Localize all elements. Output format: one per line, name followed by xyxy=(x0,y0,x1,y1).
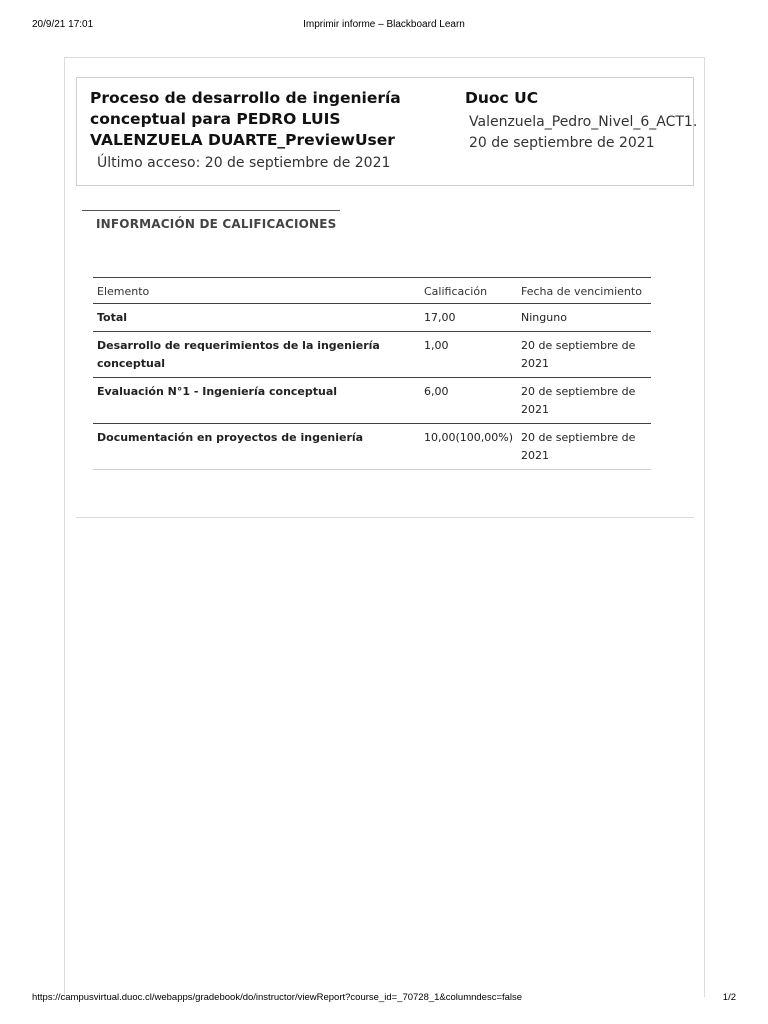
section-divider xyxy=(82,210,340,211)
table-header-row xyxy=(93,278,651,304)
row-due: Ninguno xyxy=(517,304,651,332)
column-header-due: Fecha de vencimiento xyxy=(517,278,651,304)
grades-table xyxy=(93,277,651,470)
row-grade: 17,00 xyxy=(420,304,517,332)
table-row xyxy=(93,378,651,424)
column-header-grade: Calificación xyxy=(420,278,517,304)
row-grade: 10,00(100,00%) xyxy=(420,424,517,470)
print-datetime: 20/9/21 17:01 xyxy=(32,19,94,30)
table-row xyxy=(93,332,651,378)
row-grade: 1,00 xyxy=(420,332,517,378)
row-due: 20 de septiembre de 2021 xyxy=(517,424,651,470)
table-row xyxy=(93,304,651,332)
page-number: 1/2 xyxy=(722,992,736,1003)
course-title: Proceso de desarrollo de ingeniería conceptual para PEDRO LUIS VALENZUELA DUARTE_PreviewUser xyxy=(90,89,401,149)
row-grade: 6,00 xyxy=(420,378,517,424)
row-item: Evaluación N°1 - Ingeniería conceptual xyxy=(93,378,420,424)
assignment-name: Valenzuela_Pedro_Nivel_6_ACT1. xyxy=(469,114,698,130)
last-access: Último acceso: 20 de septiembre de 2021 xyxy=(97,155,391,171)
institution-name: Duoc UC xyxy=(465,89,539,107)
column-header-item: Elemento xyxy=(93,278,420,304)
table-row xyxy=(93,424,651,470)
assignment-date: 20 de septiembre de 2021 xyxy=(469,135,655,151)
section-title: INFORMACIÓN DE CALIFICACIONES xyxy=(96,217,337,231)
print-page-title: Imprimir informe – Blackboard Learn xyxy=(303,19,465,30)
report-header-box xyxy=(76,77,698,186)
row-due: 20 de septiembre de 2021 xyxy=(517,332,651,378)
assignment-info xyxy=(469,112,697,154)
print-header xyxy=(0,0,768,40)
page-frame xyxy=(64,57,705,997)
print-url: https://campusvirtual.duoc.cl/webapps/gradebook/do/instructor/viewReport?course_id=_70728_1&columndesc=false xyxy=(32,992,523,1003)
print-footer xyxy=(0,990,768,1010)
content-divider xyxy=(76,517,694,518)
row-due: 20 de septiembre de 2021 xyxy=(517,378,651,424)
row-item: Documentación en proyectos de ingeniería xyxy=(93,424,420,470)
row-item: Total xyxy=(93,304,420,332)
row-item: Desarrollo de requerimientos de la ingeniería conceptual xyxy=(93,332,420,378)
